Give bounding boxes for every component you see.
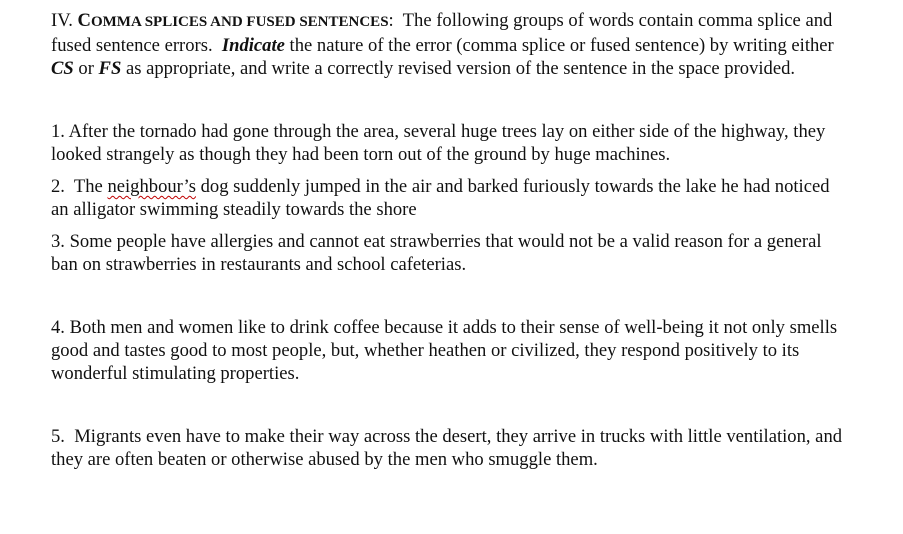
instruction-text-2: the nature of the error (comma splice or fused sentence) by writing either <box>284 35 834 56</box>
exercise-item-2-before: 2. The <box>51 176 108 197</box>
section-heading-initial: C <box>77 10 91 31</box>
exercise-item-5: 5. Migrants even have to make their way across the desert, they arrive in trucks with little ventilation, and they are often beaten or otherwise abused by the men who smuggle them. <box>51 426 847 470</box>
exercise-item-3: 3. Some people have allergies and cannot eat strawberries that would not be a valid reason for a general ban on strawberries in restaurants and school cafeterias. <box>51 231 822 275</box>
section-instructions <box>51 9 851 80</box>
section-heading: OMMA SPLICES AND FUSED SENTENCES <box>90 14 389 30</box>
exercise-item-2-after: dog suddenly jumped in the air and barked furiously towards the lake he had noticed an alligator swimming steadily towards the shore <box>51 176 830 220</box>
section-heading-colon: : <box>388 10 394 31</box>
exercise-item-4: 4. Both men and women like to drink coffee because it adds to their sense of well-being it not only smells good and tastes good to most people, but, whether heathen or civilized, they respond positively to its wonderful stimulating properties. <box>51 317 838 384</box>
instruction-or: or <box>73 58 99 79</box>
section-numeral: IV. <box>51 10 73 31</box>
instruction-indicate: Indicate <box>221 35 285 56</box>
instruction-text-3: as appropriate, and write a correctly revised version of the sentence in the space provided. <box>121 58 796 79</box>
instruction-text-1: The following groups of words contain comma splice and fused sentence errors. <box>51 10 837 56</box>
exercise-item-2 <box>51 175 851 221</box>
exercise-item-1: 1. After the tornado had gone through the area, several huge trees lay on either side of the highway, they looked strangely as though they had been torn out of the ground by huge machines. <box>51 121 826 165</box>
document-page <box>51 9 851 471</box>
instruction-fs: FS <box>98 58 122 79</box>
spellcheck-flagged-word[interactable]: neighbour’s <box>107 176 196 197</box>
instruction-cs: CS <box>51 58 74 79</box>
